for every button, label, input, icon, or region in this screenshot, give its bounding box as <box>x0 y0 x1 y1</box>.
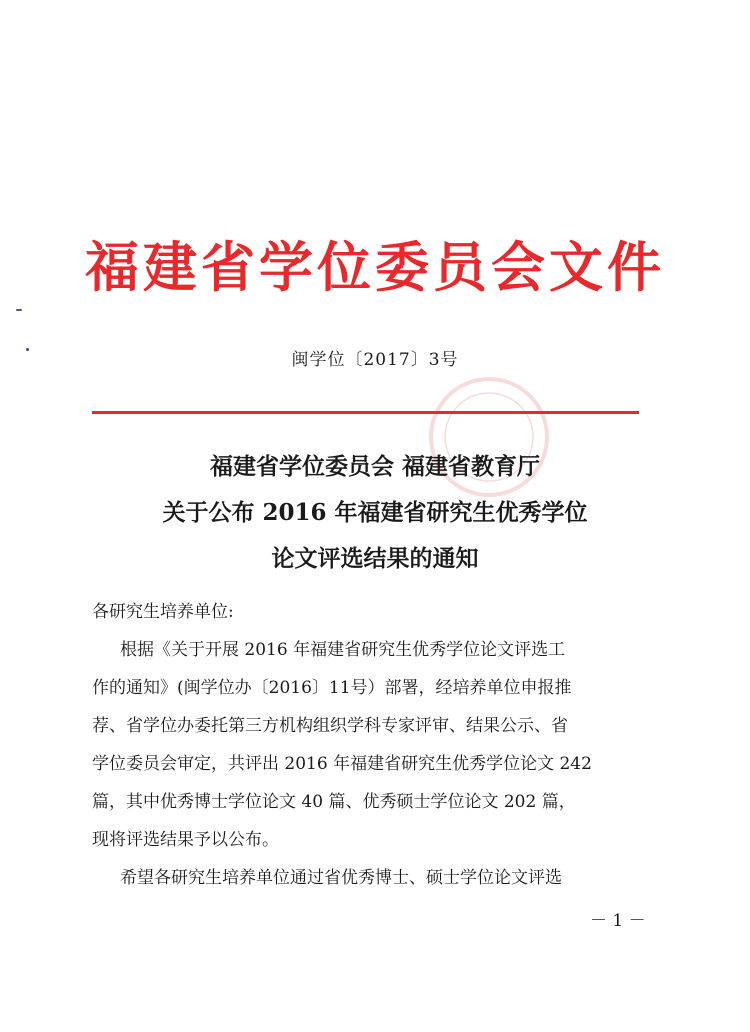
body-line: 学位委员会审定，共评出 2016 年福建省研究生优秀学位论文 242 <box>92 754 592 774</box>
notice-title-line-1: 福建省学位委员会 福建省教育厅 <box>209 453 540 480</box>
red-separator-line <box>92 411 639 414</box>
notice-title-line-3: 论文评选结果的通知 <box>271 545 479 572</box>
scan-speck <box>16 309 22 311</box>
body-line: 根据《关于开展 2016 年福建省研究生优秀学位论文评选工 <box>120 640 566 660</box>
body-line: 希望各研究生培养单位通过省优秀博士、硕士学位论文评选 <box>120 868 562 888</box>
body-line: 荐、省学位办委托第三方机构组织学科专家评审、结果公示、省 <box>92 716 568 736</box>
faint-seal-stamp <box>424 372 554 502</box>
issuer-title: 福建省学位委员会文件 <box>85 235 665 299</box>
salutation: 各研究生培养单位: <box>92 602 234 622</box>
body-line: 篇，其中优秀博士学位论文 40 篇、优秀硕士学位论文 202 篇， <box>92 792 576 812</box>
body-line: 作的通知》(闽学位办〔2016〕11号）部署，经培养单位申报推 <box>92 678 572 698</box>
body-line: 现将评选结果予以公布。 <box>92 830 279 850</box>
notice-title-line-2: 关于公布 2016 年福建省研究生优秀学位 <box>162 499 588 526</box>
page-number: － 1 － <box>590 911 646 931</box>
document-number: 闽学位〔2017〕3号 <box>291 350 459 370</box>
